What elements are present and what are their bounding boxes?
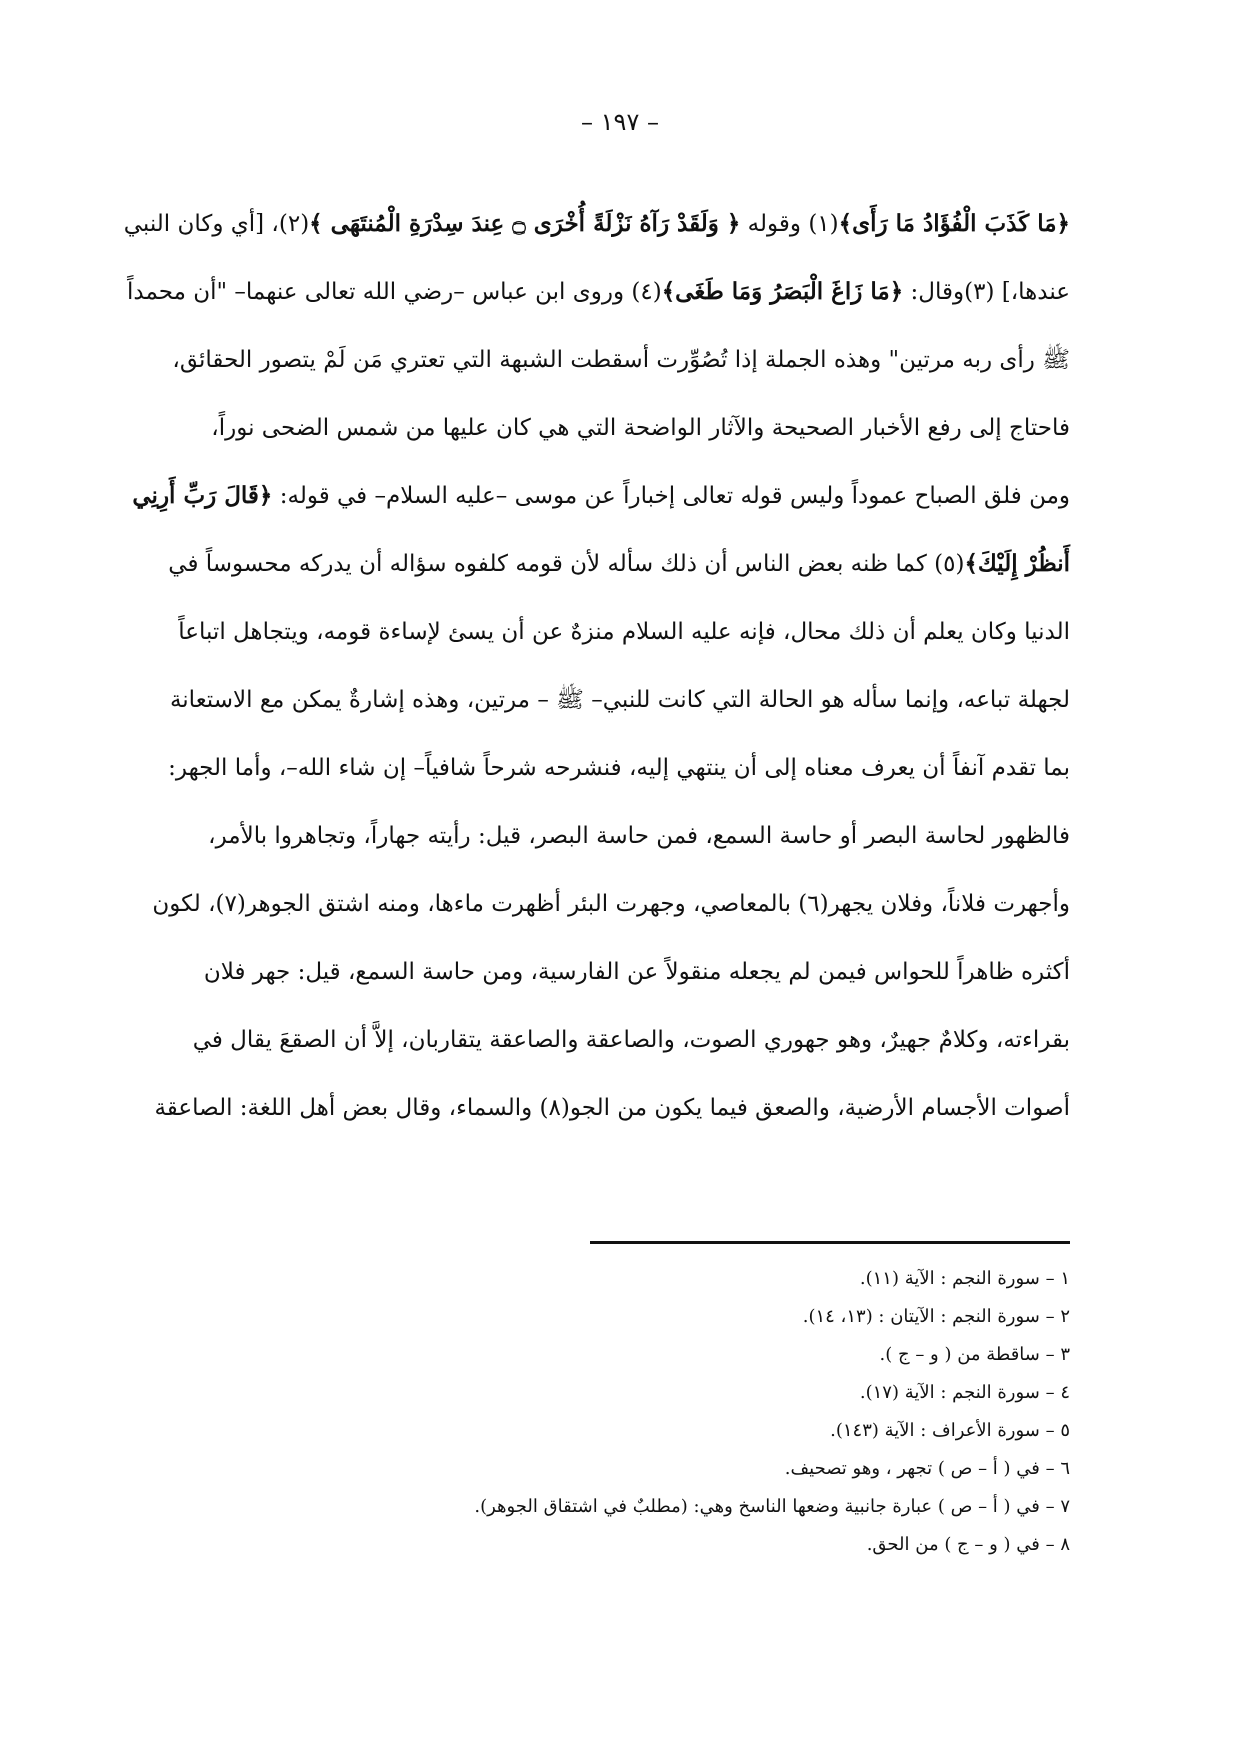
text-segment: فالظهور لحاسة البصر أو حاسة السمع، فمن حاسة البصر، قيل: رأيته جهاراً، وتجاهروا بالأمر، bbox=[208, 823, 1070, 849]
footnote: ٧ – في ( أ – ص ) عبارة جانبية وضعها الناسخ وهي: (مطلبٌ في اشتقاق الجوهر). bbox=[474, 1496, 1070, 1517]
text-segment: الدنيا وكان يعلم أن ذلك محال، فإنه عليه السلام منزهٌ عن أن يسئ لإساءة قومه، ويتجاهل اتباعاً bbox=[178, 619, 1070, 645]
footnote: ٦ – في ( أ – ص ) تجهر ، وهو تصحيف. bbox=[784, 1458, 1070, 1479]
text-segment: أصوات الأجسام الأرضية، والصعق فيما يكون من الجو(٨) والسماء، وقال بعض أهل اللغة: الصاعقة bbox=[154, 1095, 1070, 1121]
text-segment: لجهلة تباعه، وإنما سأله هو الحالة التي كانت للنبي– ﷺ – مرتين، وهذه إشارةٌ يمكن مع الاستعانة bbox=[169, 687, 1070, 713]
text-line bbox=[158, 530, 1070, 598]
text-segment: (٥) كما ظنه بعض الناس أن ذلك سأله لأن قومه كلفوه سؤاله أن يدركه محسوساً في bbox=[168, 551, 965, 577]
text-line bbox=[158, 1006, 1070, 1074]
text-line bbox=[158, 734, 1070, 802]
quran-verse: أَنظُرْ إِلَيْكَ﴾ bbox=[964, 550, 1070, 577]
quran-verse: ﴿ وَلَقَدْ رَآهُ نَزْلَةً أُخْرَى ۝ عِندَ سِدْرَةِ الْمُنتَهَى ﴾ bbox=[309, 210, 741, 237]
footnote: ٥ – سورة الأعراف : الآية (١٤٣). bbox=[830, 1420, 1070, 1441]
text-line bbox=[127, 258, 1070, 326]
text-line bbox=[158, 666, 1070, 734]
text-segment: وأجهرت فلاناً، وفلان يجهر(٦) بالمعاصي، وجهرت البئر أظهرت ماءها، ومنه اشتق الجوهر(٧)، لكون bbox=[152, 891, 1070, 917]
text-segment: بما تقدم آنفاً أن يعرف معناه إلى أن ينتهي إليه، فنشرحه شرحاً شافياً– إن شاء الله–، وأما الجهر: bbox=[168, 755, 1070, 781]
text-line bbox=[158, 598, 1070, 666]
text-segment: ﷺ رأى ربه مرتين" وهذه الجملة إذا تُصُوِّرت أسقطت الشبهة التي تعتري مَن لَمْ يتصور الحقائق، bbox=[172, 347, 1070, 373]
text-segment: فاحتاج إلى رفع الأخبار الصحيحة والآثار الواضحة التي هي كان عليها من شمس الضحى نوراً، bbox=[211, 415, 1070, 441]
footnote: ١ – سورة النجم : الآية (١١). bbox=[859, 1268, 1070, 1289]
text-line bbox=[152, 870, 1070, 938]
footnote-divider bbox=[590, 1241, 1070, 1244]
page-number: – ١٩٧ – bbox=[581, 108, 659, 136]
text-line bbox=[132, 462, 1070, 530]
footnotes bbox=[370, 1260, 1070, 1564]
quran-verse: ﴿مَا زَاغَ الْبَصَرُ وَمَا طَغَى﴾ bbox=[661, 278, 904, 305]
footnote: ٤ – سورة النجم : الآية (١٧). bbox=[859, 1382, 1070, 1403]
text-line bbox=[158, 326, 1070, 394]
text-segment: أكثره ظاهراً للحواس فيمن لم يجعله منقولاً عن الفارسية، ومن حاسة السمع، قيل: جهر فلان bbox=[203, 959, 1070, 985]
text-segment: (١) وقوله bbox=[740, 211, 839, 237]
quran-verse: ﴿مَا كَذَبَ الْفُؤَادُ مَا رَأَى﴾ bbox=[838, 210, 1070, 237]
footnote: ٢ – سورة النجم : الآيتان : (١٣، ١٤). bbox=[802, 1306, 1070, 1327]
quran-verse: ﴿قَالَ رَبِّ أَرِنِي bbox=[132, 482, 273, 509]
text-segment: عندها،] (٣)وقال: bbox=[903, 279, 1070, 305]
text-segment: (٢)، [أي وكان النبي bbox=[123, 211, 310, 237]
text-line bbox=[158, 394, 1070, 462]
text-line bbox=[158, 802, 1070, 870]
text-segment: ومن فلق الصباح عموداً وليس قوله تعالى إخباراً عن موسى –عليه السلام– في قوله: bbox=[272, 483, 1070, 509]
text-line bbox=[158, 938, 1070, 1006]
footnote: ٣ – ساقطة من ( و – ج ). bbox=[879, 1344, 1070, 1365]
text-segment: بقراءته، وكلامٌ جهيرٌ، وهو جهوري الصوت، والصاعقة والصاعقة يتقاربان، إلاَّ أن الصقعَ يقال في bbox=[192, 1027, 1070, 1053]
footnote: ٨ – في ( و – ج ) من الحق. bbox=[866, 1534, 1070, 1555]
body-text bbox=[123, 190, 1070, 1142]
text-segment: (٤) وروى ابن عباس –رضي الله تعالى عنهما– "أن محمداً bbox=[127, 279, 662, 305]
text-line bbox=[154, 1074, 1070, 1142]
text-line bbox=[123, 190, 1070, 258]
